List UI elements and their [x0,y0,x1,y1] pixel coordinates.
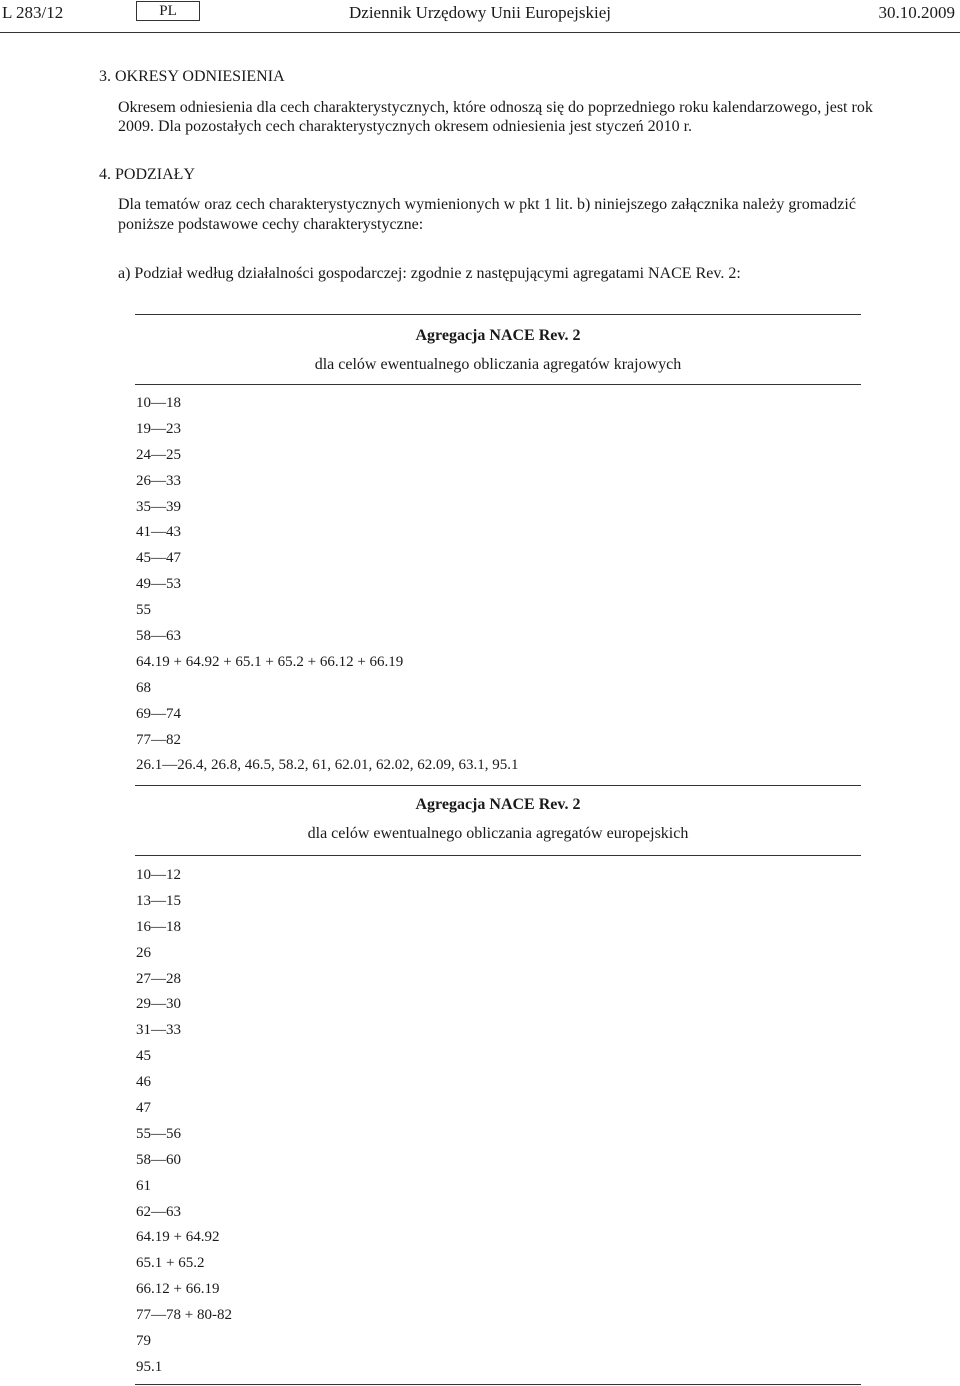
table-row: 26—33 [136,472,181,489]
table-row: 64.19 + 64.92 [136,1229,220,1246]
journal-reference: L 283/12 [2,3,64,22]
section-4-paragraph-line-1: Dla tematów oraz cech charakterystycznych wymienionych w pkt 1 lit. b) niniejszego załącznika należy gromadzić [118,196,856,213]
table-row: 49—53 [136,576,181,593]
table-row: 27—28 [136,970,181,987]
section-3-paragraph-line-2: 2009. Dla pozostałych cech charakterystycznych okresem odniesienia jest styczeń 2010 r. [118,118,693,135]
table-row: 68 [136,679,151,696]
table-1-subheading: dla celów ewentualnego obliczania agregatów krajowych [314,356,682,373]
table-2-rows [136,863,232,1381]
table-row: 58—63 [136,628,181,645]
table-row: 79 [136,1333,151,1350]
table-row: 16—18 [136,918,181,935]
table-row: 13—15 [136,892,181,909]
table-1-heading: Agregacja NACE Rev. 2 [415,327,581,344]
table-row: 24—25 [136,446,181,463]
table-row: 64.19 + 64.92 + 65.1 + 65.2 + 66.12 + 66.19 [136,653,404,670]
table-row: 77—78 + 80-82 [136,1307,232,1324]
page-header [0,0,960,33]
table-row: 46 [136,1074,151,1091]
table-row: 26.1—26.4, 26.8, 46.5, 58.2, 61, 62.01, 62.02, 62.09, 63.1, 95.1 [136,757,519,774]
table-row: 58—60 [136,1151,181,1168]
table-row: 10—18 [136,395,181,411]
table-row: 61 [136,1177,151,1194]
table-row: 66.12 + 66.19 [136,1281,220,1298]
publication-date: 30.10.2009 [878,3,955,22]
table-2-header-rule [135,855,861,856]
table-2-heading: Agregacja NACE Rev. 2 [415,796,581,813]
table-row: 62—63 [136,1203,181,1220]
table-2-subheading: dla celów ewentualnego obliczania agregatów europejskich [307,825,689,842]
table-row: 45—47 [136,550,181,567]
section-3-title: 3. OKRESY ODNIESIENIA [99,68,285,85]
section-4-paragraph-line-2: poniższe podstawowe cechy charakterystyczne: [118,216,424,233]
table-1-rows [136,391,519,779]
table-row: 19—23 [136,420,181,437]
section-3-paragraph-line-1: Okresem odniesienia dla cech charakterystycznych, które odnoszą się do poprzedniego roku kalendarzowego, jest rok [118,99,873,116]
table-row: 29—30 [136,996,181,1013]
section-4-title: 4. PODZIAŁY [99,166,195,183]
table-2-bottom-rule [135,1384,861,1385]
table-row: 26 [136,944,151,961]
table-row: 77—82 [136,731,181,748]
table-row: 35—39 [136,498,181,515]
table-row: 47 [136,1100,151,1117]
table-row: 55 [136,602,151,619]
table-row: 95.1 [136,1358,163,1375]
table-row: 55—56 [136,1125,181,1142]
journal-title: Dziennik Urzędowy Unii Europejskiej [349,3,612,22]
table-1-header-rule [135,384,861,385]
table-row: 45 [136,1048,151,1065]
table-1-top-rule [135,314,861,315]
item-a-text: a) Podział według działalności gospodarczej: zgodnie z następującymi agregatami NACE Rev. 2: [118,265,741,282]
table-row: 69—74 [136,705,181,722]
table-row: 41—43 [136,524,181,541]
table-2-top-rule [135,785,861,786]
language-badge: PL [136,1,200,21]
table-row: 65.1 + 65.2 [136,1255,205,1272]
table-row: 10—12 [136,867,181,883]
table-row: 31—33 [136,1022,181,1039]
